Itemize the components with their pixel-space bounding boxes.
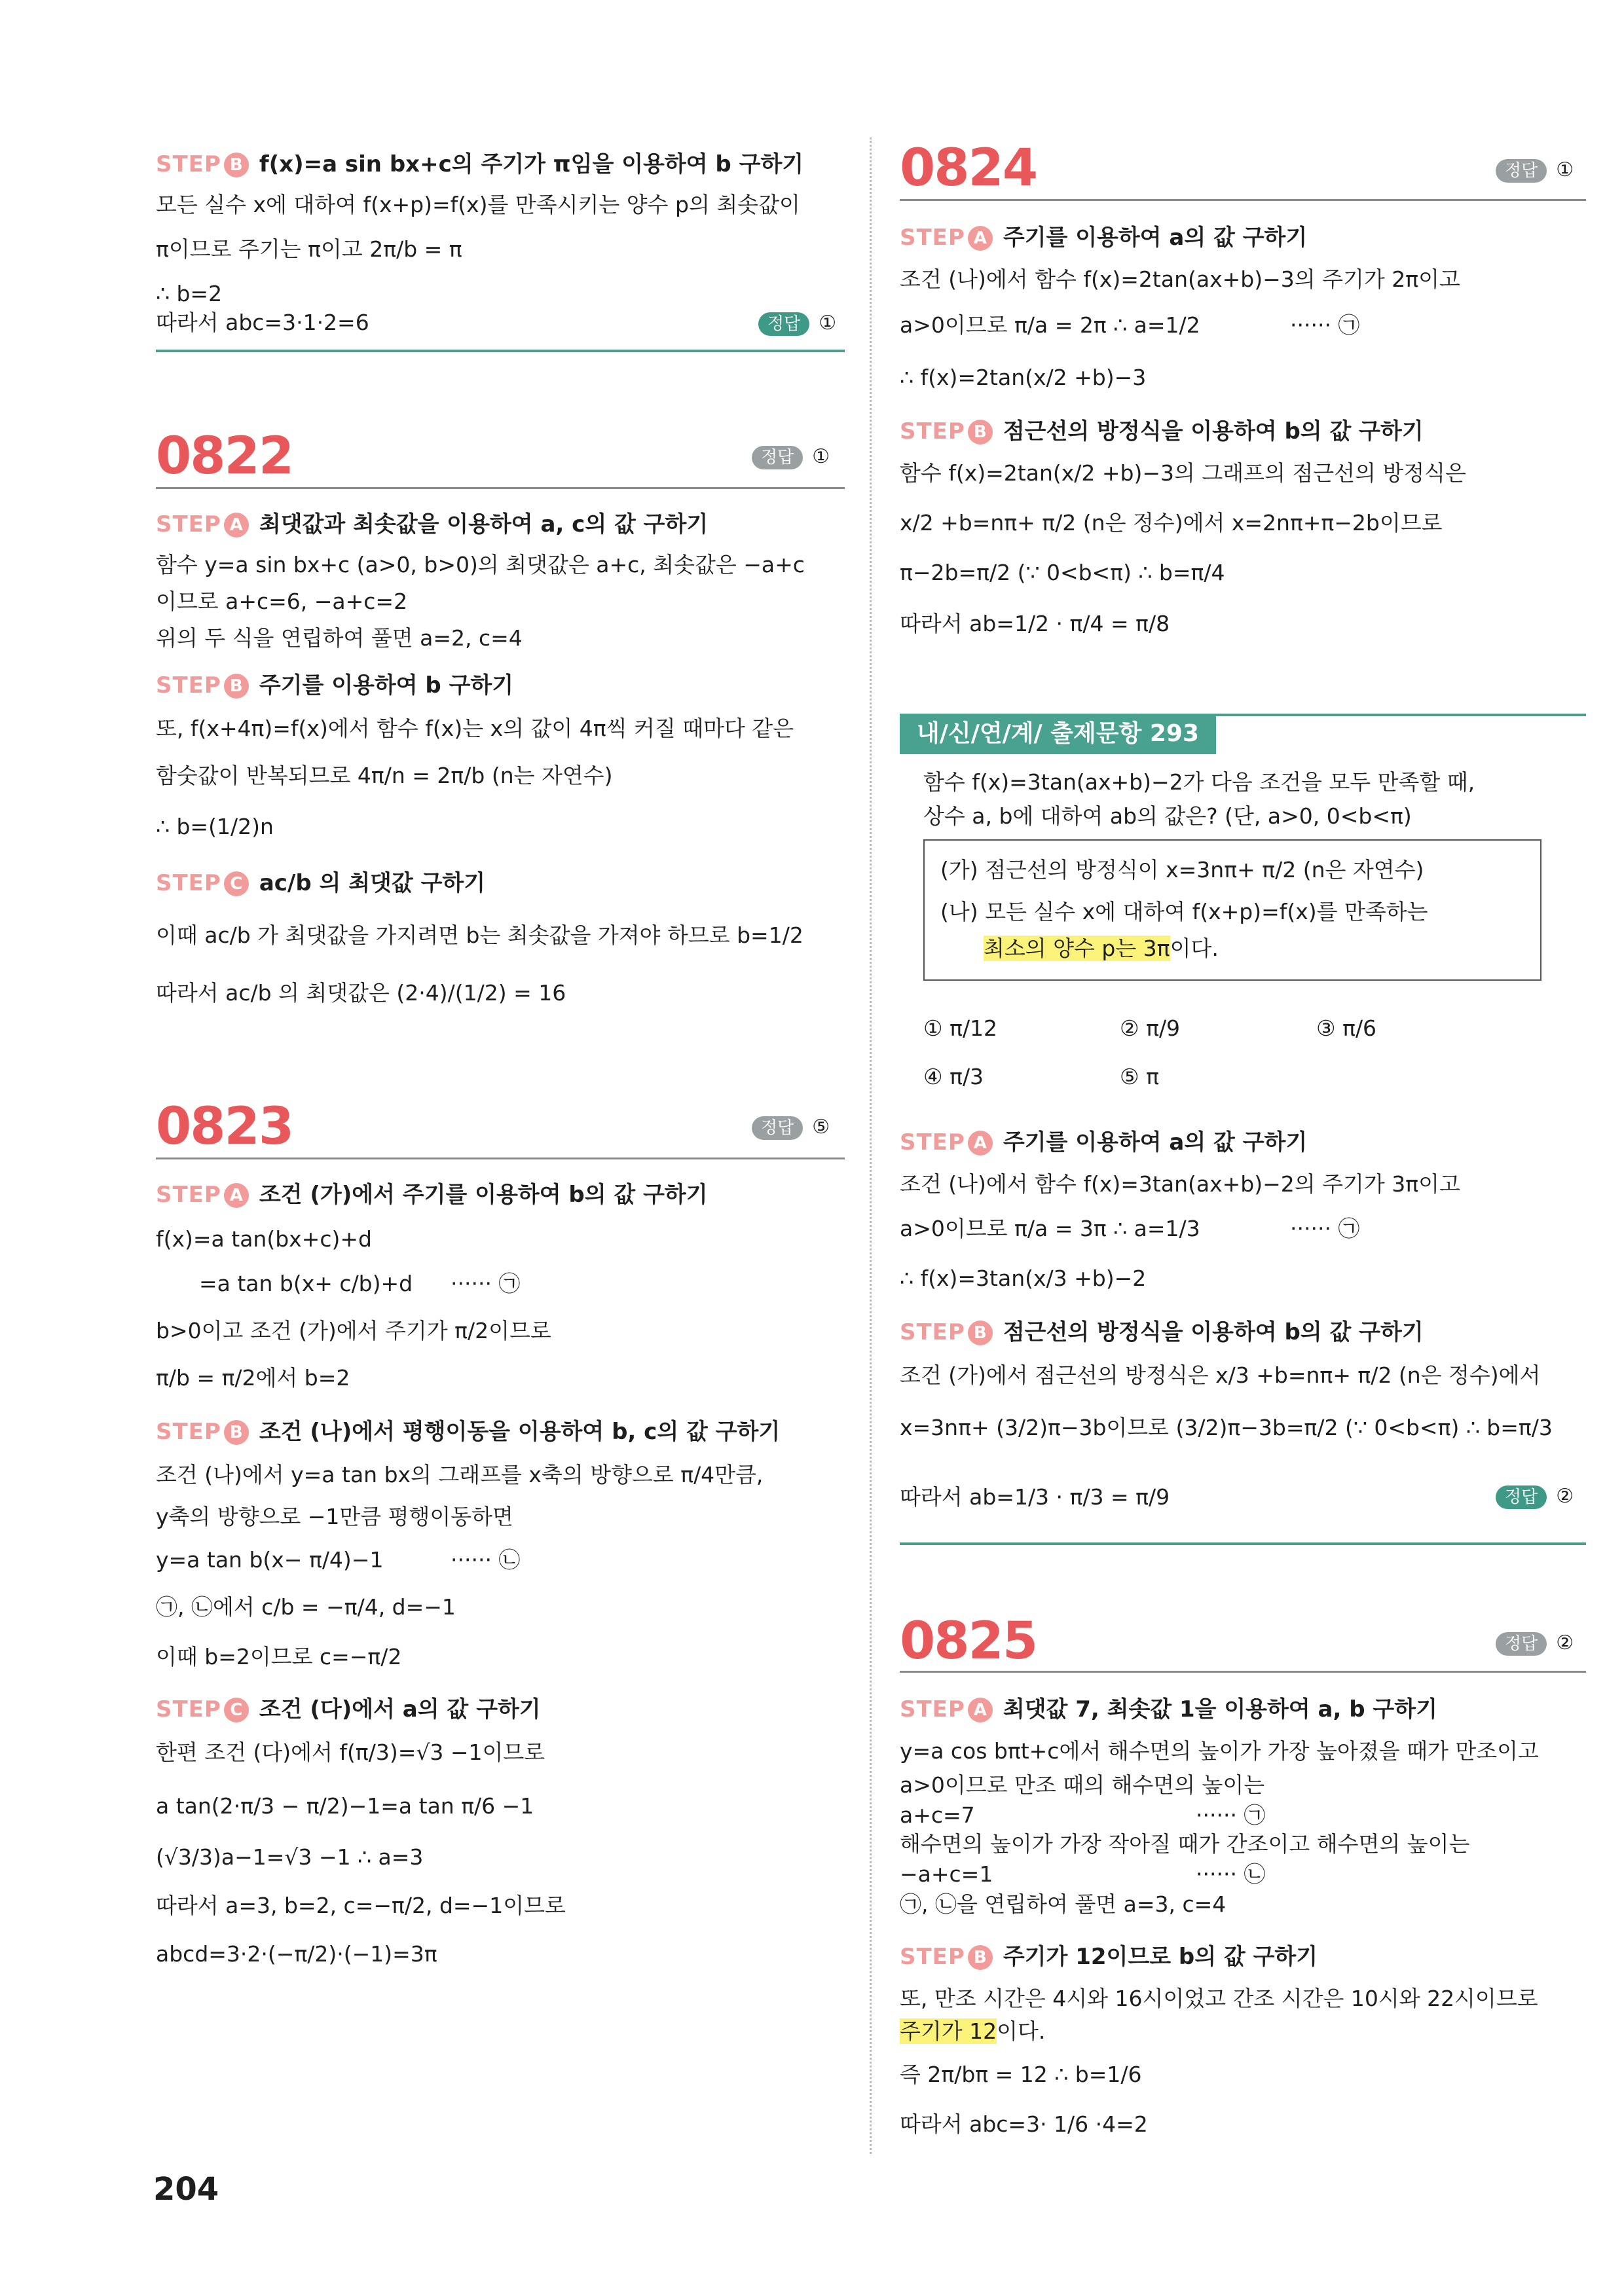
text-line: ㉠, ㉡을 연립하여 풀면 a=3, c=4 [900, 1891, 1227, 1917]
step-b-heading: STEP B 점근선의 방정식을 이용하여 b의 값 구하기 [900, 1319, 1424, 1345]
text-line: y=a tan b(x− π/4)−1 [156, 1547, 384, 1573]
text-line: a>0이므로 π/a = 2π ∴ a=1/2 [900, 312, 1200, 338]
ref-mark: ······ ㉠ [1196, 1802, 1266, 1828]
text-line: π−2b=π/2 (∵ 0<b<π) ∴ b=π/4 [900, 560, 1225, 585]
text-line: 또, 만조 시간은 4시와 16시이었고 간조 시간은 10시와 22시이므로 [900, 1986, 1538, 2011]
problem-number: 0823 [156, 1097, 293, 1156]
text-line: 또, f(x+4π)=f(x)에서 함수 f(x)는 x의 값이 4π씩 커질 때마다 같은 [156, 716, 794, 741]
highlight: 주기가 12 [900, 2018, 997, 2044]
problem-number: 0825 [900, 1612, 1037, 1671]
text-line: 모든 실수 x에 대하여 f(x+p)=f(x)를 만족시키는 양수 p의 최솟값이 [156, 192, 800, 217]
section-rule [900, 1542, 1586, 1545]
choice-3[interactable]: ③ π/6 [1316, 1015, 1377, 1041]
text-line: 함숫값이 반복되므로 4π/n = 2π/b (n는 자연수) [156, 763, 613, 788]
text-line: 따라서 ab=1/3 · π/3 = π/9 [900, 1484, 1170, 1510]
text-line: y=a cos bπt+c에서 해수면의 높이가 가장 높아졌을 때가 만조이고 [900, 1738, 1539, 1764]
text-line: 이때 ac/b 가 최댓값을 가지려면 b는 최솟값을 가져야 하므로 b=1/2 [156, 922, 803, 948]
answer-badge: 정답 ② [1496, 1484, 1574, 1510]
text-line: 조건 (나)에서 함수 f(x)=2tan(ax+b)−3의 주기가 2π이고 [900, 266, 1460, 292]
text-line: a>0이므로 만조 때의 해수면의 높이는 [900, 1772, 1265, 1798]
text-line: a>0이므로 π/a = 3π ∴ a=1/3 [900, 1216, 1200, 1241]
text-line: 조건 (나)에서 y=a tan bx의 그래프를 x축의 방향으로 π/4만큼, [156, 1462, 764, 1487]
text-line: 함수 f(x)=2tan(x/2 +b)−3의 그래프의 점근선의 방정식은 [900, 460, 1466, 486]
choice-2[interactable]: ② π/9 [1120, 1015, 1181, 1041]
step-a-heading: STEP A 주기를 이용하여 a의 값 구하기 [900, 1129, 1308, 1156]
text-line: −a+c=1 [900, 1861, 993, 1887]
text-line: abcd=3·2·(−π/2)·(−1)=3π [156, 1941, 437, 1967]
answer-badge: 정답 ② [1496, 1630, 1574, 1656]
text-line: 이므로 a+c=6, −a+c=2 [156, 589, 408, 614]
text-line: 해수면의 높이가 가장 작아질 때가 간조이고 해수면의 높이는 [900, 1831, 1470, 1857]
condition-ga: (가) 점근선의 방정식이 x=3nπ+ π/2 (n은 자연수) [940, 857, 1424, 883]
text-line: ∴ b=2 [156, 281, 223, 306]
text-line: 위의 두 식을 연립하여 풀면 a=2, c=4 [156, 625, 523, 651]
text-line: 조건 (가)에서 점근선의 방정식은 x/3 +b=nπ+ π/2 (n은 정수)에서 [900, 1362, 1541, 1388]
text-line: y축의 방향으로 −1만큼 평행이동하면 [156, 1504, 513, 1529]
answer-badge: 정답 ⑤ [752, 1114, 830, 1140]
problem-rule [900, 1671, 1586, 1673]
problem-number: 0822 [156, 427, 293, 486]
answer-badge: 정답 ① [752, 444, 830, 470]
condition-na: (나) 모든 실수 x에 대하여 f(x+p)=f(x)를 만족하는 [940, 899, 1428, 924]
text-line: 함수 y=a sin bx+c (a>0, b>0)의 최댓값은 a+c, 최솟값은 −a+c [156, 552, 805, 577]
answer-badge: 정답 ① [1496, 157, 1574, 183]
text-line: ㉠, ㉡에서 c/b = −π/4, d=−1 [156, 1594, 456, 1620]
text-line: x/2 +b=nπ+ π/2 (n은 정수)에서 x=2nπ+π−2b이므로 [900, 510, 1443, 536]
choice-5[interactable]: ⑤ π [1120, 1064, 1159, 1089]
column-divider [870, 137, 872, 2154]
step-b-heading: STEP B 조건 (나)에서 평행이동을 이용하여 b, c의 값 구하기 [156, 1419, 781, 1445]
text-line: 따라서 ab=1/2 · π/4 = π/8 [900, 611, 1170, 636]
text-line: (√3/3)a−1=√3 −1 ∴ a=3 [156, 1844, 424, 1870]
text-line: 따라서 ac/b 의 최댓값은 (2·4)/(1/2) = 16 [156, 980, 566, 1006]
text-line: 즉 2π/bπ = 12 ∴ b=1/6 [900, 2062, 1142, 2087]
text-line: 조건 (나)에서 함수 f(x)=3tan(ax+b)−2의 주기가 3π이고 [900, 1171, 1460, 1197]
ref-mark: ······ ㉡ [1196, 1861, 1266, 1887]
choice-4[interactable]: ④ π/3 [923, 1064, 984, 1089]
section-rule [156, 350, 845, 352]
condition-box [923, 839, 1541, 981]
step-a-heading: STEP A 최댓값과 최솟값을 이용하여 a, c의 값 구하기 [156, 511, 709, 538]
text-line: 한편 조건 (다)에서 f(π/3)=√3 −1이므로 [156, 1740, 545, 1765]
text-line: 이때 b=2이므로 c=−π/2 [156, 1644, 402, 1669]
problem-number: 0824 [900, 139, 1037, 198]
ref-mark: ······ ㉠ [1290, 312, 1360, 338]
problem-rule [156, 1157, 845, 1159]
text-line: a tan(2·π/3 − π/2)−1=a tan π/6 −1 [156, 1793, 534, 1819]
text-line: π/b = π/2에서 b=2 [156, 1365, 350, 1391]
step-b-heading: STEP B 주기를 이용하여 b 구하기 [156, 672, 514, 699]
text-line: a+c=7 [900, 1802, 975, 1828]
step-c-heading: STEP C ac/b 의 최댓값 구하기 [156, 870, 486, 896]
ref-mark: ······ ㉠ [1290, 1216, 1360, 1241]
text-line: 따라서 abc=3·1·2=6 [156, 310, 369, 335]
text-line: ∴ f(x)=3tan(x/3 +b)−2 [900, 1266, 1147, 1291]
highlight: 최소의 양수 p는 3π [984, 936, 1170, 961]
ref-mark: ······ ㉡ [451, 1547, 521, 1573]
text-line: x=3nπ+ (3/2)π−3b이므로 (3/2)π−3b=π/2 (∵ 0<b<π) ∴ b=π/3 [900, 1415, 1553, 1440]
answer-badge: 정답 ① [758, 310, 836, 337]
text-line: ∴ b=(1/2)n [156, 814, 274, 839]
step-a-heading: STEP A 조건 (가)에서 주기를 이용하여 b의 값 구하기 [156, 1182, 708, 1208]
problem-rule [900, 199, 1586, 201]
choice-1[interactable]: ① π/12 [923, 1015, 998, 1041]
page-number: 204 [153, 2171, 219, 2208]
step-a-heading: STEP A 주기를 이용하여 a의 값 구하기 [900, 225, 1308, 251]
ref-mark: ······ ㉠ [451, 1271, 521, 1296]
text-line: 주기가 12이다. [900, 2018, 1046, 2044]
text-line: f(x)=a tan(bx+c)+d [156, 1226, 372, 1252]
text-line: 따라서 abc=3· 1/6 ·4=2 [900, 2111, 1148, 2137]
text-line: π이므로 주기는 π이고 2π/b = π [156, 236, 462, 262]
condition-na-cont: 최소의 양수 p는 3π이다. [984, 936, 1219, 961]
question-text: 함수 f(x)=3tan(ax+b)−2가 다음 조건을 모두 만족할 때, [923, 769, 1475, 795]
exam-banner: 내/신/연/계/ 출제문항 293 [900, 714, 1216, 754]
step-b-heading: STEP B f(x)=a sin bx+c의 주기가 π임을 이용하여 b 구하기 [156, 151, 804, 177]
step-c-heading: STEP C 조건 (다)에서 a의 값 구하기 [156, 1696, 541, 1722]
step-b-heading: STEP B 주기가 12이므로 b의 값 구하기 [900, 1944, 1318, 1970]
text-line: =a tan b(x+ c/b)+d [199, 1271, 413, 1296]
step-a-heading: STEP A 최댓값 7, 최솟값 1을 이용하여 a, b 구하기 [900, 1696, 1437, 1722]
step-b-heading: STEP B 점근선의 방정식을 이용하여 b의 값 구하기 [900, 418, 1424, 445]
problem-rule [156, 487, 845, 489]
text-line: 따라서 a=3, b=2, c=−π/2, d=−1이므로 [156, 1893, 566, 1918]
text-line: ∴ f(x)=2tan(x/2 +b)−3 [900, 365, 1147, 390]
question-text: 상수 a, b에 대하여 ab의 값은? (단, a>0, 0<b<π) [923, 803, 1412, 829]
text-line: b>0이고 조건 (가)에서 주기가 π/2이므로 [156, 1318, 551, 1343]
